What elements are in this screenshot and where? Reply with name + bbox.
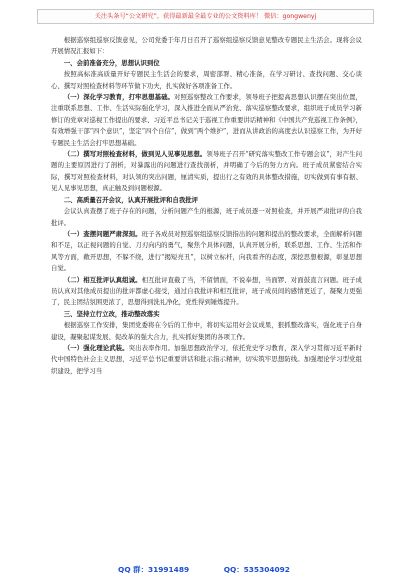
section-2-paragraph-3-text: 相互批评直截了当，不留情面，不说奉想，当面锣、对面鼓直言问题。班子成员认真对其他成员提出的批评都虚心接受，通过自我批评和相互批评，班子成员间的感情更近了，凝聚力更强了，民主团结氛围更浓了，思想得到洗礼净化，党性得到锤炼提升。 [51,275,363,307]
section-2-paragraph-3 [51,275,362,309]
section-2-paragraph-1 [51,206,362,229]
section-2-paragraph-1-text: 会议认真查摆了班子存在的问题，分析问题产生的根源，班子成员逐一对照检查，并开展严肃批评的自我批评。 [51,207,362,227]
section-1-paragraph-3-text: 领导班子召开“研究落实整改工作专题会议”，对产生问题的主要原因进行了剖析，对暴露出的问题进行查找剖析，并明确了今后的努力方向。班子成员紧密结合实际，撰写对照检查材料，对认领的突出问题，厘清实质，提出行之有效的具体整改措施，切实做到有事有据、见人见事见思想，真正触及到问题根源。 [51,150,362,193]
section-3-paragraph-2-lead: （一）强化理论武装。 [63,343,129,352]
section-3-paragraph-2-text: 突出表率作用。加强思想政治学习，依托党史学习教育，深入学习贯彻习近平新时代中国特色社会主义思想，习近平总书记重要讲话和批示指示精神，切实筑牢思想防线。加强理论学习型党组织建设，把学习当 [51,343,363,375]
intro-paragraph: 根据巡察组巡察反馈意见，公司党委于年月日召开了巡察组巡察反馈意见整改专题民主生活会。现将会议开展情况汇报如下： [51,36,362,56]
section-1-paragraph-2-text: 对照巡察整改工作要求，领导班子把提高思想认识摆在突出位置，注重联系思想、工作、生活实际强化学习，深入推进全面从严治党、落实巡察整改要求，组织班子成员学习新修订的党章对巡视工作提出的要求、习近平总书记关于巡视工作重要讲话精神和《中国共产党巡视工作条例》，有效增强干部“四个意识”，坚定“四个自信”，做到“两个维护”，进而从讲政治的高度去认识巡察工作，为开好专题民主生活会打牢思想基础。 [51,93,363,147]
footer-qq-group: QQ 群：31991489 [118,565,190,574]
document-body [51,35,362,377]
section-1-paragraph-2 [51,92,362,149]
section-3-paragraph-2 [51,343,362,377]
section-2-paragraph-2-text: 班子各成员对照巡察组巡察反馈指出的问题和提出的整改要求，全面解析问题和不足，以正视问题的自觉、刀刃向内的勇气，聚焦个具体问题，认真开展分析，联系思想、工作、生活和作风等方面，敞开思想，不躲不绕，进行“揭短亮丑”，以树立标杆，向我看齐的态度，深挖思想根源，彰显思想自觉。 [51,229,363,273]
section-3-paragraph-1-text: 根据巡察工作安排，集团党委将在今后的工作中，将切实运用好会议成果，狠抓整改落实，强化班子自身建设，凝聚起谋发展、促改革的强大合力，扎实抓好集团的各项工作。 [51,321,362,341]
section-3-heading: 三、坚持立行立改，推动整改落实 [63,309,160,318]
section-1-paragraph-2-lead: （一）深化学习教育，打牢思想基础。 [63,93,175,102]
section-1-heading: 一、会前准备充分，思想认识到位 [63,58,160,67]
section-2-heading: 二、高质量召开会议，认真开展批评和自我批评 [63,195,198,204]
section-3-paragraph-1 [51,320,362,343]
section-2-paragraph-3-lead: （二）相互批评认真组诚。 [63,275,142,284]
header-banner: 关注头条号“公文研究”，获得最新最全最专业的公文资料库！ 微信：gongwenyj [37,9,374,24]
section-1-paragraph-3-lead: （二）撰写对照检查材料，做到见人见事见思想。 [63,150,207,159]
section-1-paragraph-1 [51,69,362,92]
footer-contact [0,564,408,576]
footer-qq: QQ：535304092 [223,565,290,574]
section-2-paragraph-2 [51,229,362,275]
section-1-paragraph-1-text: 按照高标准高质量开好专题民主生活会的要求，周密部署、精心准备，在学习研讨、查找问题、交心谈心、撰写对照检查材料等环节做下功夫，扎实做好各项准备工作。 [51,70,362,90]
section-2-paragraph-2-lead: （一）查摆问题严肃深刻。 [63,229,142,238]
section-1-paragraph-3 [51,149,362,195]
